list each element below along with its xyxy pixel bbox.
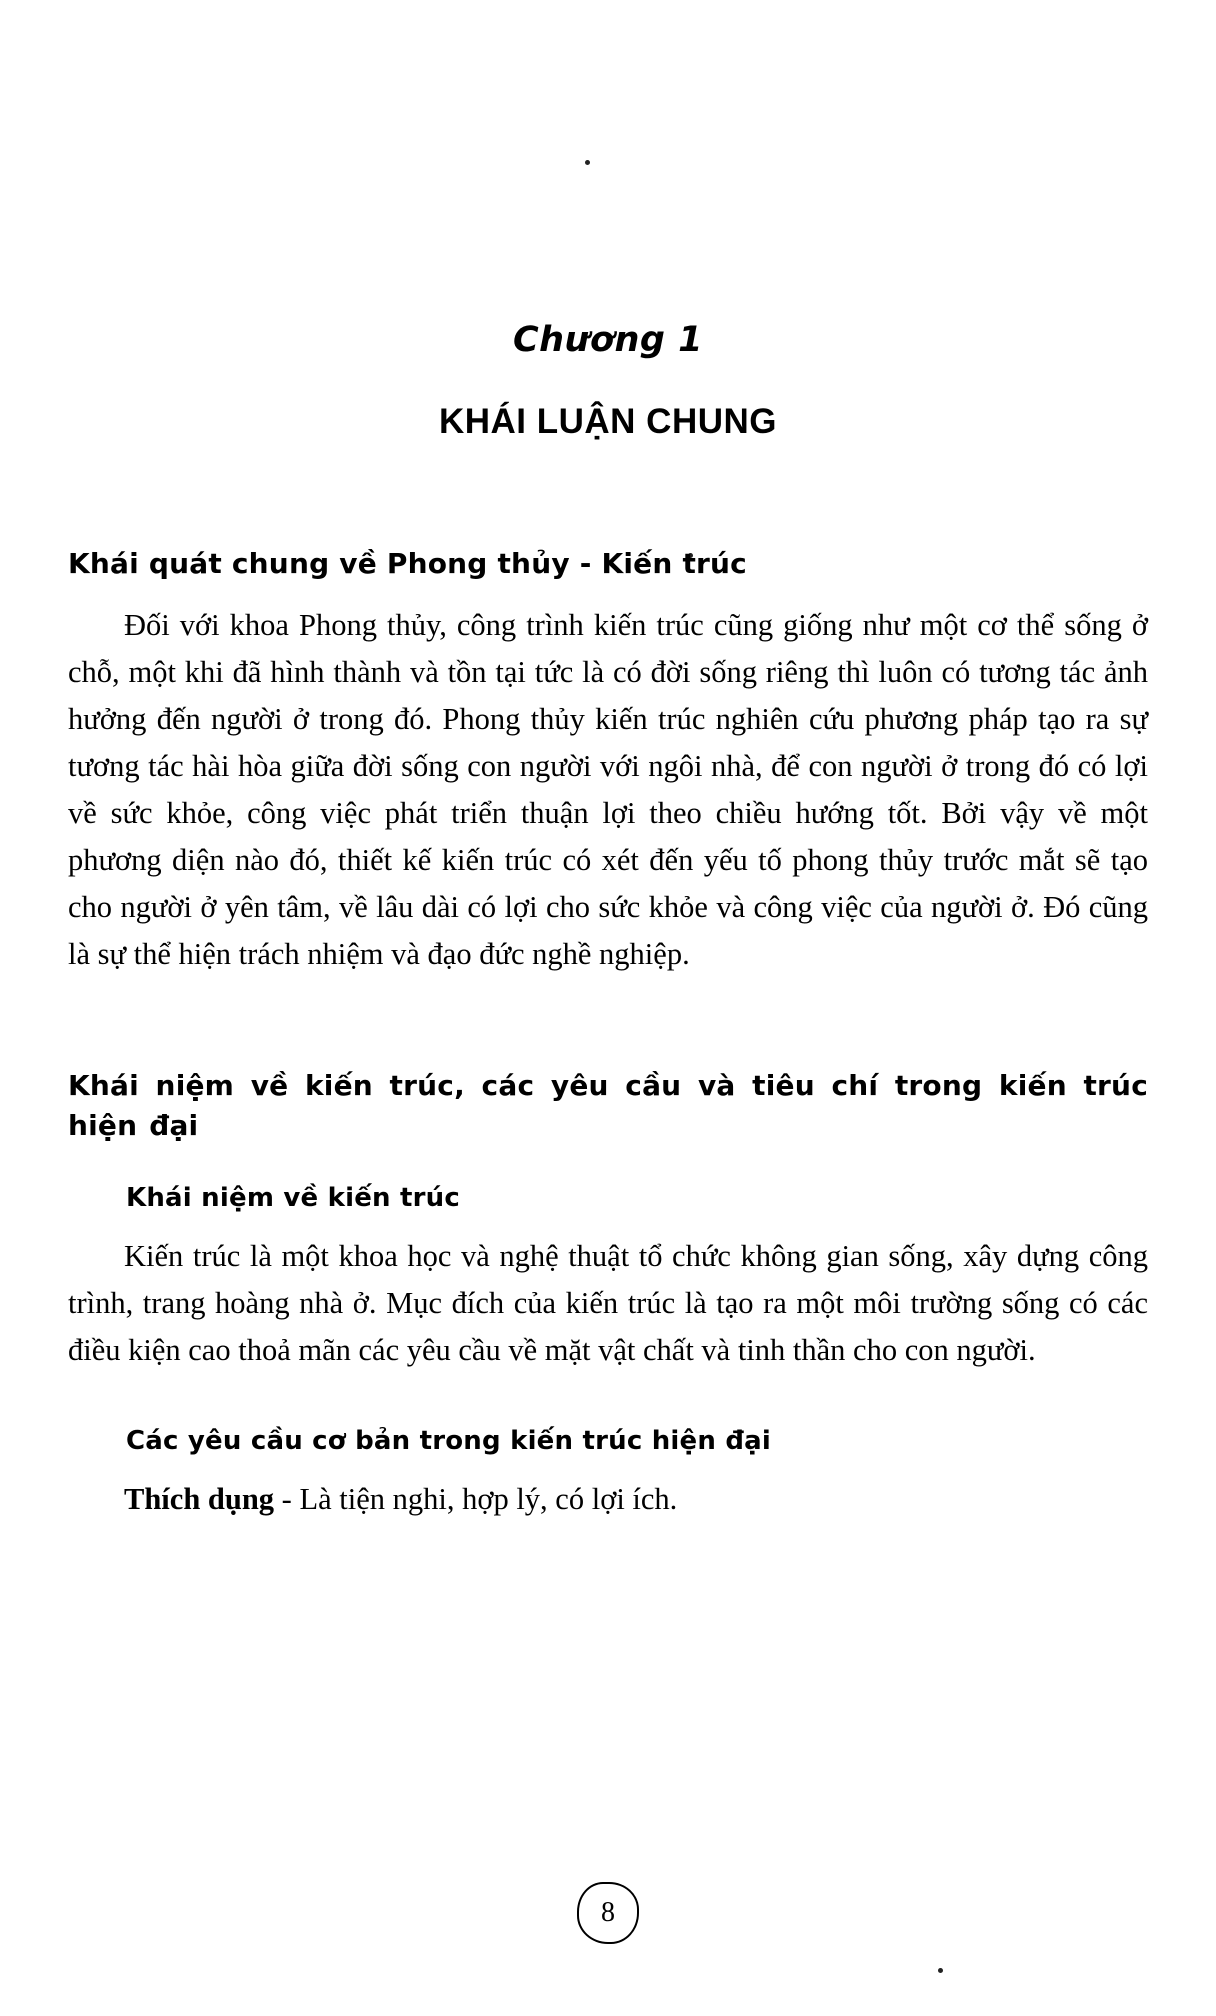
section-heading-concepts: Khái niệm về kiến trúc, các yêu cầu và tiêu chí trong kiến trúc hiện đại	[68, 1068, 1148, 1143]
subheading-basic-requirements: Các yêu cầu cơ bản trong kiến trúc hiện đại	[126, 1425, 771, 1456]
page-number: 8	[577, 1882, 639, 1944]
list-item-thich-dung	[68, 1476, 1148, 1523]
chapter-title: KHÁI LUẬN CHUNG	[438, 402, 778, 441]
term-thich-dung-description: - Là tiện nghi, hợp lý, có lợi ích.	[274, 1481, 678, 1516]
page-footer	[0, 1882, 1216, 1944]
section-heading-overview: Khái quát chung về Phong thủy - Kiến trúc	[68, 547, 747, 580]
subheading-architecture-concept: Khái niệm về kiến trúc	[126, 1182, 460, 1213]
paragraph-architecture-concept: Kiến trúc là một khoa học và nghệ thuật tổ chức không gian sống, xây dựng công trình, trang hoàng nhà ở. Mục đích của kiến trúc là tạo ra một môi trường sống có các điều kiện cao thoả mãn các yêu cầu về mặt vật chất và tinh thần cho con người.	[68, 1238, 1148, 1367]
page-content	[68, 0, 1148, 2016]
chapter-label: Chương 1	[512, 320, 704, 360]
section-paragraph-overview: Đối với khoa Phong thủy, công trình kiến trúc cũng giống như một cơ thể sống ở chỗ, một khi đã hình thành và tồn tại tức là có đời sống riêng thì luôn có tương tác ảnh hưởng đến người ở trong đó. Phong thủy kiến trúc nghiên cứu phương pháp tạo ra sự tương tác hài hòa giữa đời sống con người với ngôi nhà, để con người ở trong đó có lợi về sức khỏe, công việc phát triển thuận lợi theo chiều hướng tốt. Bởi vậy về một phương diện nào đó, thiết kế kiến trúc có xét đến yếu tố phong thủy trước mắt sẽ tạo cho người ở yên tâm, về lâu dài có lợi cho sức khỏe và công việc của người ở. Đó cũng là sự thể hiện trách nhiệm và đạo đức nghề nghiệp.	[68, 608, 1148, 971]
term-thich-dung: Thích dụng	[124, 1481, 275, 1516]
